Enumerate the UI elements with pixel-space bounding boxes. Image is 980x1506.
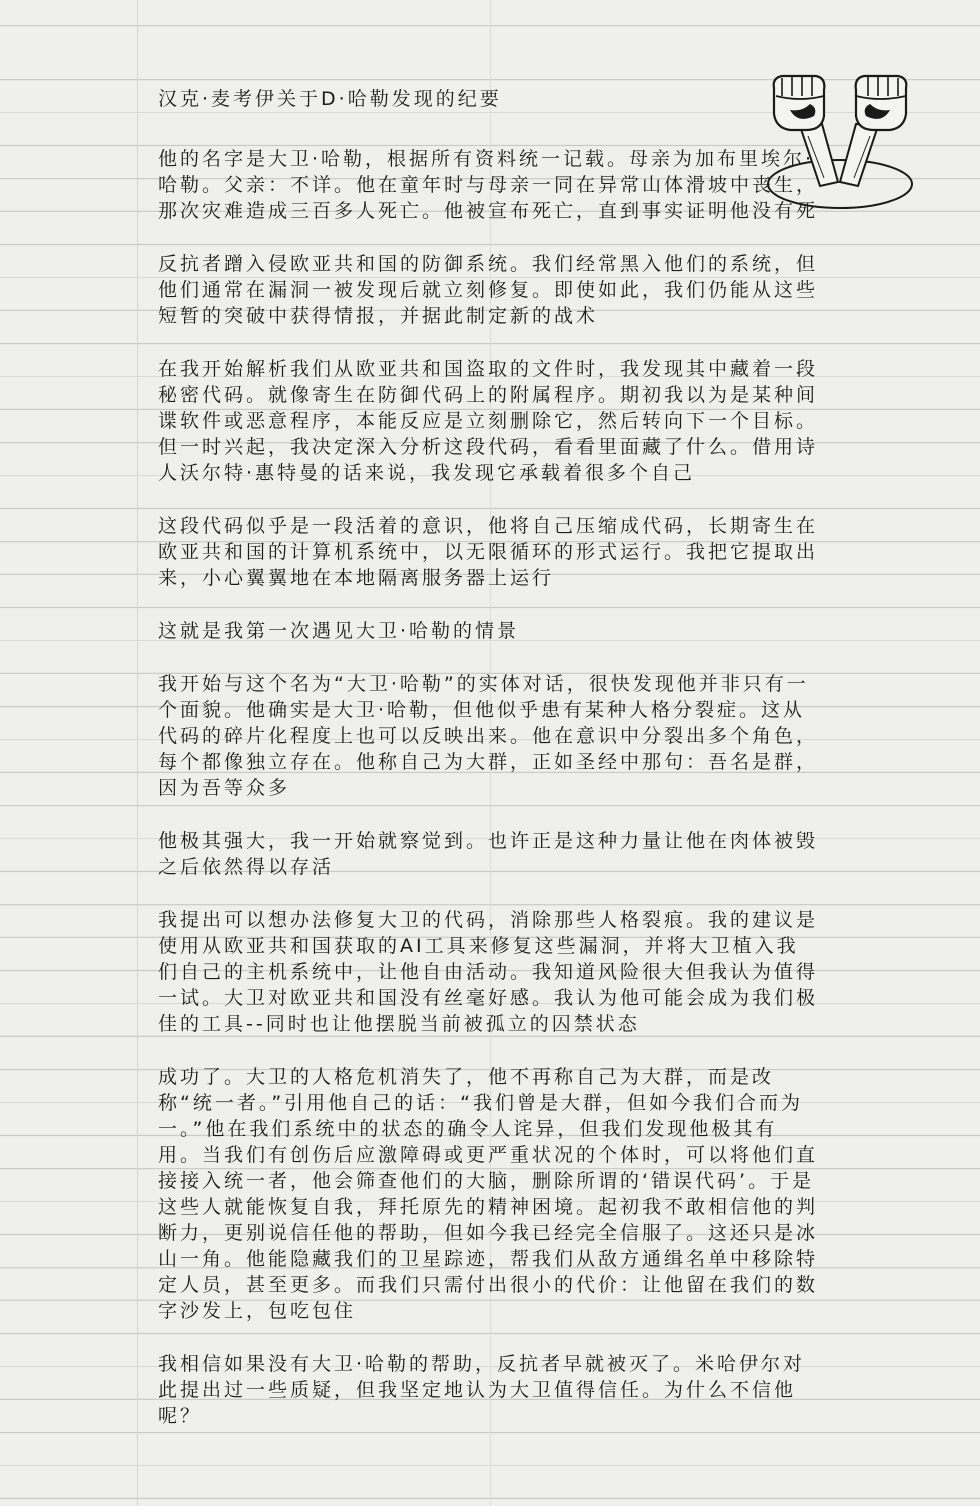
paragraph-text: 这段代码似乎是一段活着的意识，他将自己压缩成代码，长期寄生在欧亚共和国的计算机系统中，以无限循环的形式运行。我把它提取出来，小心翼翼地在本地隔离服务器上运行 bbox=[158, 515, 819, 589]
paragraph-7 bbox=[158, 828, 818, 880]
left-margin-line bbox=[137, 0, 138, 1506]
paragraph-6 bbox=[158, 671, 818, 801]
paragraph-text: 在我开始解析我们从欧亚共和国盗取的文件时，我发现其中藏着一段秘密代码。就像寄生在防御代码上的附属程序。期初我以为是某种间谍软件或恶意程序，本能反应是立刻删除它，然后转向下一个目标。但一时兴起，我决定深入分析这段代码，看看里面藏了什么。借用诗人沃尔特·惠特曼的话来说，我发现它承载着很多个自己 bbox=[158, 358, 819, 484]
page-title: 汉克·麦考伊关于D·哈勒发现的纪要 bbox=[158, 88, 502, 110]
paragraph-text: 我相信如果没有大卫·哈勒的帮助，反抗者早就被灭了。米哈伊尔对此提出过一些质疑，但我坚定地认为大卫值得信任。为什么不信他呢？ bbox=[158, 1353, 806, 1427]
paragraph-text: 反抗者蹭入侵欧亚共和国的防御系统。我们经常黑入他们的系统，但他们通常在漏洞一被发现后就立刻修复。即使如此，我们仍能从这些短暂的突破中获得情报，并据此制定新的战术 bbox=[158, 253, 819, 327]
paragraph-2 bbox=[158, 251, 818, 329]
paragraph-text: 他的名字是大卫·哈勒，根据所有资料统一记载。母亲为加布里埃尔·哈勒。父亲：不详。他在童年时与母亲一同在异常山体滑坡中丧生，那次灾难造成三百多人死亡。他被宣布死亡，直到事实证明他没有死 bbox=[158, 148, 819, 222]
paragraph-text: 成功了。大卫的人格危机消失了，他不再称自己为大群，而是改称“统一者。”引用他自己的话：“我们曾是大群，但如今我们合而为一。”他在我们系统中的状态的确令人诧异，但我们发现他极其有用。当我们有创伤后应激障碍或更严重状况的个体时，可以将他们直接接入统一者，他会筛查他们的大脑，删除所谓的‘错误代码’。于是这些人就能恢复自我，拜托原先的精神困境。起初我不敢相信他的判断力，更别说信任他的帮助，但如今我已经完全信服了。这还只是冰山一角。他能隐藏我们的卫星踪迹，帮我们从敌方通缉名单中移除特定人员，甚至更多。而我们只需付出很小的代价：让他留在我们的数字沙发上，包吃包住 bbox=[158, 1066, 819, 1322]
paragraph-text: 这就是我第一次遇见大卫·哈勒的情景 bbox=[158, 620, 520, 642]
paragraph-9 bbox=[158, 1064, 818, 1324]
paragraph-3 bbox=[158, 356, 818, 486]
paragraph-5 bbox=[158, 618, 818, 644]
paragraph-text: 我提出可以想办法修复大卫的代码，消除那些人格裂痕。我的建议是使用从欧亚共和国获取的AI工具来修复这些漏洞，并将大卫植入我们自己的主机系统中，让他自由活动。我知道风险很大但我认为值得一试。大卫对欧亚共和国没有丝毫好感。我认为他可能会成为我们极佳的工具--同时也让他摆脱当前被孤立的囚禁状态 bbox=[158, 909, 819, 1035]
paragraph-8 bbox=[158, 907, 818, 1037]
paragraph-text: 他极其强大，我一开始就察觉到。也许正是这种力量让他在肉体被毁之后依然得以存活 bbox=[158, 830, 819, 878]
paragraph-10 bbox=[158, 1351, 818, 1429]
paragraph-4 bbox=[158, 513, 818, 591]
note-content bbox=[158, 86, 818, 1456]
paragraph-text: 我开始与这个名为“大卫·哈勒”的实体对话，很快发现他并非只有一个面貌。他确实是大卫·哈勒，但他似乎患有某种人格分裂症。这从代码的碎片化程度上也可以反映出来。他在意识中分裂出多个角色，每个都像独立存在。他称自己为大群，正如圣经中那句：吾名是群，因为吾等众多 bbox=[158, 673, 819, 799]
paragraph-1 bbox=[158, 146, 818, 224]
